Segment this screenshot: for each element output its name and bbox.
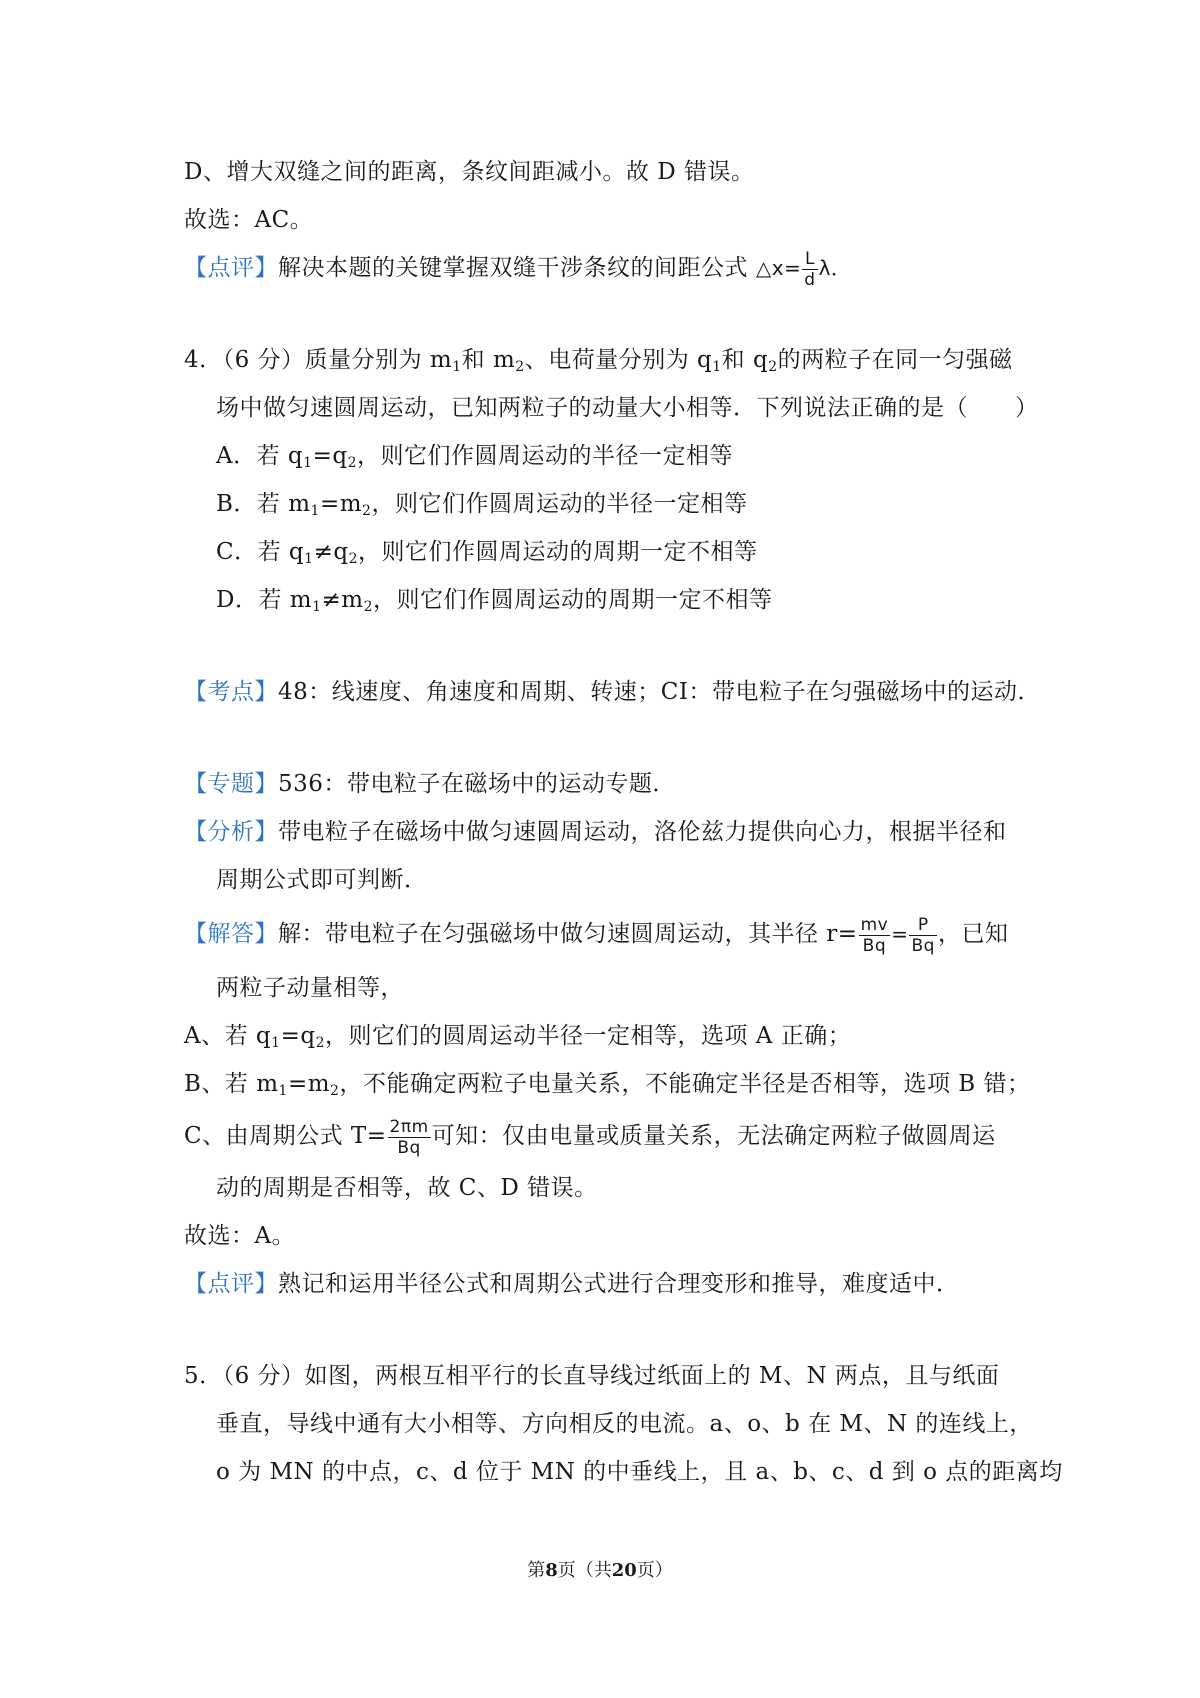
final-answer-line: [184, 1212, 1034, 1260]
subscript: 1: [452, 359, 462, 375]
question-score: （6 分）: [222, 347, 305, 373]
fraction-2pim-bq: [388, 1117, 431, 1158]
subscript: 2: [315, 1035, 325, 1051]
subscript: 2: [362, 503, 372, 519]
text: C．若 q: [216, 539, 305, 565]
text: B、若 m: [184, 1071, 279, 1097]
total-pages: 20: [611, 1560, 637, 1581]
text: 、电荷量分别为 q: [524, 347, 713, 373]
text: 和 m: [461, 347, 516, 373]
text: 故选：A。: [184, 1223, 296, 1249]
answer-c-line: [184, 1108, 1034, 1164]
answer-c-line-cont: [184, 1164, 1034, 1212]
question-5-stem-cont: [184, 1400, 1034, 1448]
comment-tag: 【点评】: [184, 255, 278, 281]
text: o 为 MN 的中点，c、d 位于 MN 的中垂线上，且 a、b、c、d 到 o 点的距离均: [216, 1459, 1063, 1485]
fraction-mv-bq: [859, 915, 891, 956]
text: A、若 q: [184, 1023, 272, 1049]
subscript: 1: [278, 1083, 288, 1099]
comment-line: [184, 244, 1034, 292]
text: B．若 m: [216, 491, 311, 517]
text: ，则它们的圆周运动半径一定相等，选项 A 正确；: [325, 1023, 852, 1049]
text: 解：带电粒子在匀强磁场中做匀速圆周运动，其半径 r=: [278, 921, 858, 947]
subscript: 1: [312, 599, 322, 615]
jieda-line-cont: [184, 964, 1034, 1012]
text: 两粒子动量相等，: [216, 975, 404, 1001]
fenxi-line: [184, 808, 1034, 856]
subscript: 2: [330, 1083, 340, 1099]
option-a: [184, 432, 1034, 480]
text: ，则它们作圆周运动的周期一定不相等: [373, 587, 773, 613]
text: 5．（6 分）如图，两根互相平行的长直导线过纸面上的 M、N 两点，且与纸面: [184, 1363, 1000, 1389]
option-c: [184, 528, 1034, 576]
zhuanti-line: [184, 760, 1034, 808]
question-5-stem-cont: [184, 1448, 1063, 1496]
numerator: P: [909, 915, 936, 936]
dianping-line: [184, 1260, 1034, 1308]
answer-b-line: [184, 1060, 1034, 1108]
text: 48：线速度、角速度和周期、转速；CI：带电粒子在匀强磁场中的运动．: [278, 679, 1041, 705]
equals: =: [891, 922, 909, 946]
text: =q: [312, 443, 348, 469]
denominator: Bq: [862, 935, 887, 956]
footer-text: 页）: [636, 1560, 673, 1581]
text: 场中做匀速圆周运动，已知两粒子的动量大小相等．下列说法正确的是（ ）: [216, 395, 1039, 421]
page-footer: [0, 1556, 1200, 1582]
denominator: Bq: [397, 1137, 421, 1158]
subscript: 2: [515, 359, 525, 375]
text: 带电粒子在磁场中做匀速圆周运动，洛伦兹力提供向心力，根据半径和: [278, 819, 1007, 845]
subscript: 2: [348, 551, 358, 567]
fenxi-line-cont: [184, 856, 1034, 904]
text: 周期公式即可判断．: [216, 867, 428, 893]
answer-a-line: [184, 1012, 1034, 1060]
text-line: [184, 148, 1034, 196]
text: ，不能确定两粒子电量关系，不能确定半径是否相等，选项 B 错；: [339, 1071, 1031, 1097]
text: ≠m: [321, 587, 364, 613]
subscript: 1: [271, 1035, 281, 1051]
subscript: 2: [768, 359, 778, 375]
formula: [755, 249, 852, 290]
option-b: [184, 480, 1034, 528]
text: ，则它们作圆周运动的半径一定相等: [371, 491, 748, 517]
dianping-tag: 【点评】: [184, 1271, 278, 1297]
question-4-stem: [184, 336, 1034, 384]
text: ≠q: [313, 539, 349, 565]
footer-text: 第: [527, 1560, 546, 1581]
option-d: [184, 576, 1034, 624]
text: A．若 q: [216, 443, 304, 469]
text: D、增大双缝之间的距离，条纹间距减小。故 D 错误。: [184, 159, 755, 185]
text: ，则它们作圆周运动的半径一定相等: [357, 443, 733, 469]
question-5-stem: [184, 1352, 1034, 1400]
text-line: [184, 196, 1034, 244]
fraction: [802, 249, 817, 290]
subscript: 1: [712, 359, 722, 375]
denominator: d: [804, 270, 816, 290]
subscript: 1: [303, 455, 313, 471]
text: 熟记和运用半径公式和周期公式进行合理变形和推导，难度适中．: [278, 1271, 960, 1297]
numerator: L: [802, 249, 817, 270]
text: 和 q: [721, 347, 769, 373]
kaodian-line: [184, 668, 1041, 716]
fenxi-tag: 【分析】: [184, 819, 278, 845]
text: ，已知: [937, 921, 1009, 947]
subscript: 1: [304, 551, 314, 567]
text: 解决本题的关键掌握双缝干涉条纹的间距公式: [278, 255, 748, 281]
jieda-tag: 【解答】: [184, 921, 278, 947]
subscript: 2: [347, 455, 357, 471]
jieda-line: [184, 904, 1034, 964]
kaodian-tag: 【考点】: [184, 679, 278, 705]
text: =q: [280, 1023, 316, 1049]
text: ，则它们作圆周运动的周期一定不相等: [357, 539, 758, 565]
numerator: 2πm: [389, 1116, 429, 1137]
text: 动的周期是否相等，故 C、D 错误。: [216, 1175, 598, 1201]
text: 故选：AC。: [184, 207, 314, 233]
formula-text: λ．: [818, 256, 852, 280]
denominator: Bq: [911, 935, 935, 956]
text: C、由周期公式 T=: [184, 1123, 387, 1149]
text: D．若 m: [216, 587, 313, 613]
text: 垂直，导线中通有大小相等、方向相反的电流。a、o、b 在 M、N 的连线上，: [216, 1411, 1033, 1437]
page-number: 8: [545, 1560, 558, 1581]
numerator: mv: [860, 914, 889, 935]
text: =m: [287, 1071, 331, 1097]
text: 质量分别为 m: [304, 347, 453, 373]
text: 可知：仅由电量或质量关系，无法确定两粒子做圆周运: [431, 1123, 996, 1149]
subscript: 2: [363, 599, 373, 615]
text: =m: [319, 491, 363, 517]
question-4-stem-cont: [184, 384, 1039, 432]
page-content: [184, 148, 1063, 1496]
formula-text: △x=: [755, 256, 802, 280]
text: 536：带电粒子在磁场中的运动专题．: [278, 771, 676, 797]
fraction-p-bq: [909, 915, 936, 956]
footer-text: 页（共: [557, 1560, 612, 1581]
subscript: 1: [310, 503, 320, 519]
text: 的两粒子在同一匀强磁: [777, 347, 1013, 373]
zhuanti-tag: 【专题】: [184, 771, 278, 797]
question-number: 4．: [184, 347, 223, 373]
